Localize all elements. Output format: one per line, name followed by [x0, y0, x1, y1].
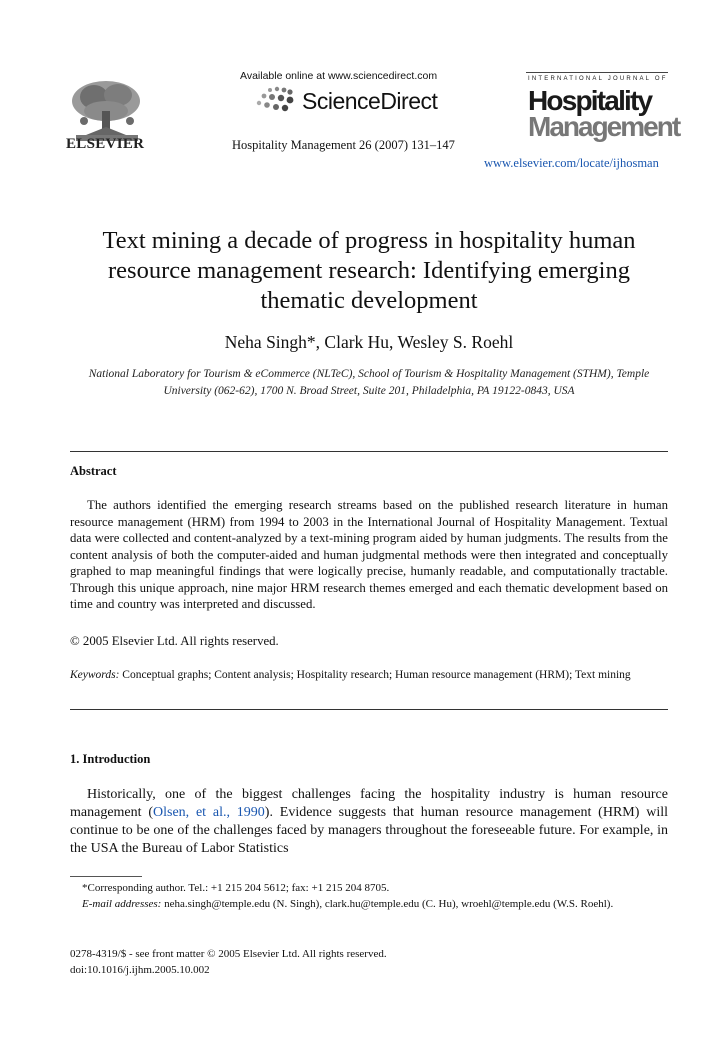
- journal-title-hospitality: Hospitality: [528, 85, 652, 116]
- footnote-rule: [70, 876, 142, 877]
- journal-url-link[interactable]: www.elsevier.com/locate/ijhosman: [484, 156, 659, 170]
- abstract-body: The authors identified the emerging research streams based on the published research literature in human resource management (HRM) from 1994 to 2003 in the International Journal of Hospitality Management. Textual data were collected and content-analyzed by a text-mining program aided by human judgments. The results from the content analysis of both the computer-aided and human judgmental methods were then integrated and conceptually graphed to map meaningful findings that were logically precise, humanly readable, and computationally tractable. Through this unique approach, nine major HRM research themes emerged and each thematic development based on time and country was interpreted and discussed.: [70, 498, 668, 611]
- journal-prefix: INTERNATIONAL JOURNAL OF: [528, 76, 668, 82]
- author-affiliation: National Laboratory for Tourism & eCommerce (NLTeC), School of Tourism & Hospitality Management (STHM), Temple University (062-62), 1700 N. Broad Street, Suite 201, Philadelphia, PA 19122-0843, USA: [88, 368, 650, 397]
- article-title: Text mining a decade of progress in hospitality human resource management research: Identifying emerging thematic development: [102, 227, 636, 314]
- keywords: [70, 667, 668, 683]
- abstract-copyright: © 2005 Elsevier Ltd. All rights reserved.: [70, 634, 279, 648]
- doi-line: doi:10.1016/j.ijhm.2005.10.002: [70, 964, 210, 976]
- publisher-name: ELSEVIER: [66, 136, 145, 152]
- citation-link-olsen[interactable]: Olsen, et al., 1990: [153, 805, 265, 820]
- issn-line: 0278-4319/$ - see front matter © 2005 Elsevier Ltd. All rights reserved.: [70, 948, 387, 960]
- abstract-top-rule: [70, 451, 668, 452]
- sciencedirect-availability: Available online at www.sciencedirect.com: [240, 70, 438, 82]
- email-label: E-mail addresses:: [82, 898, 162, 910]
- intro-text-before: Historically, one of the biggest challenges facing the hospitality industry is human resource management (: [70, 787, 668, 820]
- sciencedirect-wordmark: ScienceDirect: [302, 88, 438, 114]
- intro-text-after: ). Evidence suggests that human resource management (HRM) will continue to be one of the challenges faced by managers throughout the foreseeable future. For example, in the USA the Bureau of Labor Statistics: [70, 805, 668, 856]
- keywords-text: Conceptual graphs; Content analysis; Hospitality research; Human resource management (HRM); Text mining: [122, 669, 631, 681]
- front-matter: [70, 946, 387, 978]
- corresponding-author-note: *Corresponding author. Tel.: +1 215 204 5612; fax: +1 215 204 8705.: [82, 882, 390, 894]
- section-heading-introduction: 1. Introduction: [70, 752, 151, 766]
- email-note: [70, 896, 668, 912]
- introduction-paragraph: [70, 786, 668, 858]
- keywords-label: Keywords:: [70, 669, 120, 681]
- journal-title-management: Management: [528, 111, 680, 142]
- abstract-bottom-rule: [70, 709, 668, 710]
- article-authors: Neha Singh*, Clark Hu, Wesley S. Roehl: [224, 332, 514, 352]
- journal-logo-rule: [526, 72, 668, 73]
- abstract-heading: Abstract: [70, 464, 117, 478]
- journal-citation: Hospitality Management 26 (2007) 131–147: [232, 138, 455, 152]
- sciencedirect-dots-icon: [250, 84, 310, 114]
- email-addresses: neha.singh@temple.edu (N. Singh), clark.hu@temple.edu (C. Hu), wroehl@temple.edu (W.S. Roehl).: [164, 898, 614, 910]
- footnote: [70, 880, 668, 912]
